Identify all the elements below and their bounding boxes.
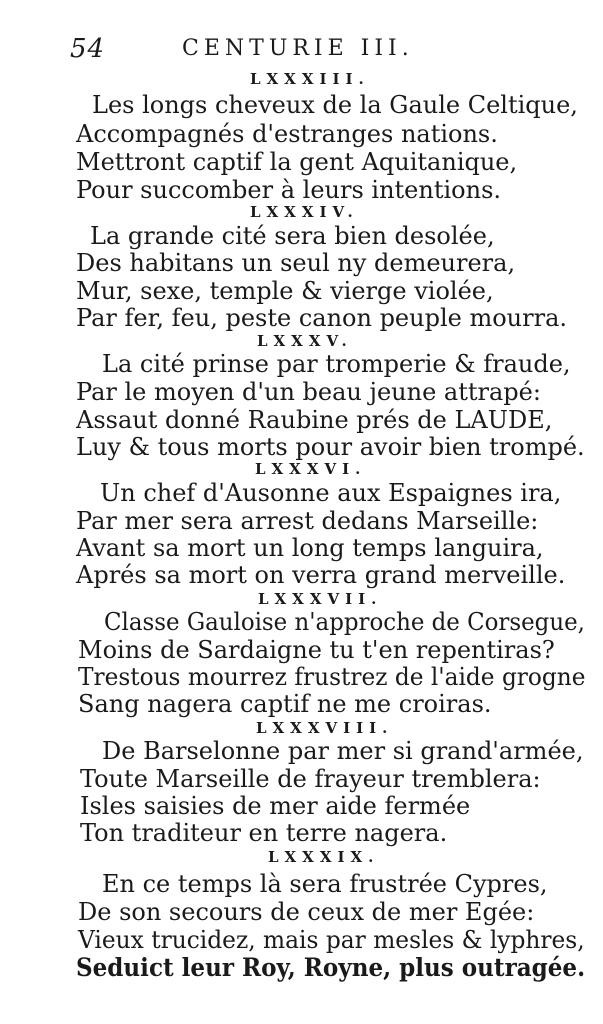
verse-line: Classe Gauloise n'approche de Corsegue, [104, 608, 585, 636]
page-number: 54 [70, 34, 106, 64]
running-title: CENTURIE III. [182, 36, 414, 61]
verse-line: Aprés sa mort on verra grand merveille. [76, 561, 566, 589]
verse-line: Seduict leur Roy, Royne, plus outragée. [76, 953, 586, 982]
verse-line: Toute Marseille de frayeur tremblera: [80, 765, 541, 793]
verse-line: Vieux trucidez, mais par mesles & lyphres, [78, 926, 585, 954]
verse-line: En ce temps là sera frustrée Cypres, [102, 870, 548, 898]
page-header [70, 34, 570, 68]
verse-line: Isles saisies de mer aide fermée [80, 792, 471, 820]
verse-line: Accompagnés d'estranges nations. [76, 120, 498, 148]
verse-line: Mur, sexe, temple & vierge violée, [76, 277, 494, 305]
verse-line: Par fer, feu, peste canon peuple mourra. [76, 304, 568, 332]
verse-line: Un chef d'Ausonne aux Espaignes ira, [100, 479, 562, 507]
verse-line: Ton traditeur en terre nagera. [80, 819, 448, 847]
verse-line: Avant sa mort un long temps languira, [76, 534, 544, 562]
verse-line: Par le moyen d'un beau jeune attrapé: [76, 378, 541, 406]
verse-line: La cité prinse par tromperie & fraude, [102, 350, 571, 378]
verse-line: De Barselonne par mer si grand'armée, [102, 737, 584, 765]
quatrain-heading: LXXXIX. [268, 848, 380, 866]
verse-line: La grande cité sera bien desolée, [90, 222, 495, 250]
verse-line: Pour succomber à leurs intentions. [76, 176, 502, 204]
verse-line: Les longs cheveux de la Gaule Celtique, [92, 91, 578, 119]
quatrain-heading: LXXXVII. [258, 590, 383, 608]
quatrain-heading: LXXXIV. [250, 203, 359, 221]
quatrain-heading: LXXXIII. [250, 70, 370, 88]
verse-line: Trestous mourrez frustrez de l'aide grogne [78, 663, 586, 691]
verse-line: Mettront captif la gent Aquitanique, [76, 148, 518, 176]
quatrain-heading: LXXXVI. [255, 460, 367, 478]
verse-line: Assaut donné Raubine prés de LAUDE, [76, 406, 553, 434]
verse-line: Moins de Sardaigne tu t'en repentiras? [78, 636, 555, 664]
verse-line: Sang nagera captif ne me croiras. [78, 690, 492, 718]
verse-line: Luy & tous morts pour avoir bien trompé. [76, 433, 585, 461]
verse-line: De son secours de ceux de mer Egée: [78, 898, 535, 926]
verse-line: Des habitans un seul ny demeurera, [76, 249, 516, 277]
quatrain-heading: LXXXVIII. [256, 719, 394, 737]
verse-line: Par mer sera arrest dedans Marseille: [76, 507, 539, 535]
quatrain-heading: LXXXV. [257, 332, 353, 350]
